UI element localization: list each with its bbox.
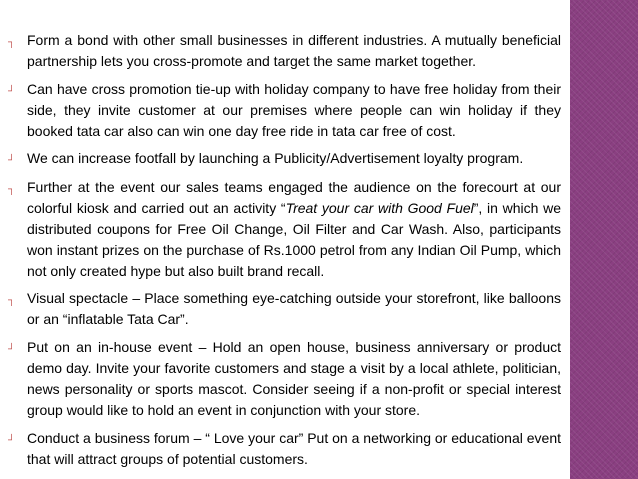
bullet-text: Visual spectacle – Place something eye-catching outside your storefront, like balloons or an “inflatable Tata Car”. (27, 290, 561, 327)
decorative-sidebar (570, 0, 638, 479)
bullet-text-part: ”, in which we distributed coupons for Free Oil Change, Oil Filter and Car Wash. Also, participants won instant prizes on the purchase of Rs.1000 petrol from any Indian Oil Pump, which not only created hype but also built brand recall. (27, 200, 562, 279)
square-bracket-bullet-icon: ┘ (8, 86, 16, 97)
bullet-item (8, 288, 561, 330)
square-bracket-bullet-icon: ┐ (8, 184, 16, 195)
bullet-text (27, 177, 561, 282)
bullet-text: Form a bond with other small businesses in different industries. A mutually beneficial partnership lets you cross-promote and target the same market together. (27, 32, 561, 69)
square-bracket-bullet-icon: ┐ (8, 37, 16, 48)
square-bracket-bullet-icon: ┘ (8, 155, 16, 166)
bullet-text-italic: Treat your car with Good Fuel (285, 200, 474, 216)
square-bracket-bullet-icon: ┘ (8, 344, 16, 355)
bullet-item (8, 428, 561, 470)
bullet-list (8, 30, 561, 470)
square-bracket-bullet-icon: ┘ (8, 435, 16, 446)
bullet-text-part: Further at the event our sales teams engaged the audience on the forecourt at our colorful kiosk and carried out an activity “ (27, 179, 561, 216)
bullet-item (8, 177, 561, 282)
square-bracket-bullet-icon: ┐ (8, 295, 16, 306)
bullet-item (8, 148, 561, 171)
bullet-text: Can have cross promotion tie-up with holiday company to have free holiday from their side, they invite customer at our premises where people can win holiday if they booked tata car also can win one day free ride in tata car free of cost. (27, 81, 561, 139)
bullet-item (8, 30, 561, 72)
bullet-text: Conduct a business forum – “ Love your car” Put on a networking or educational event that will attract groups of potential customers. (27, 430, 561, 467)
bullet-text: Put on an in-house event – Hold an open house, business anniversary or product demo day. Invite your favorite customers and stage a visit by a local athlete, politician, news personality or sports mascot. Consider seeing if a non-profit or special interest group would like to hold an event in conjunction with your store. (27, 339, 561, 418)
bullet-item (8, 79, 561, 142)
bullet-item (8, 337, 561, 421)
bullet-text: We can increase footfall by launching a Publicity/Advertisement loyalty program. (27, 150, 524, 166)
